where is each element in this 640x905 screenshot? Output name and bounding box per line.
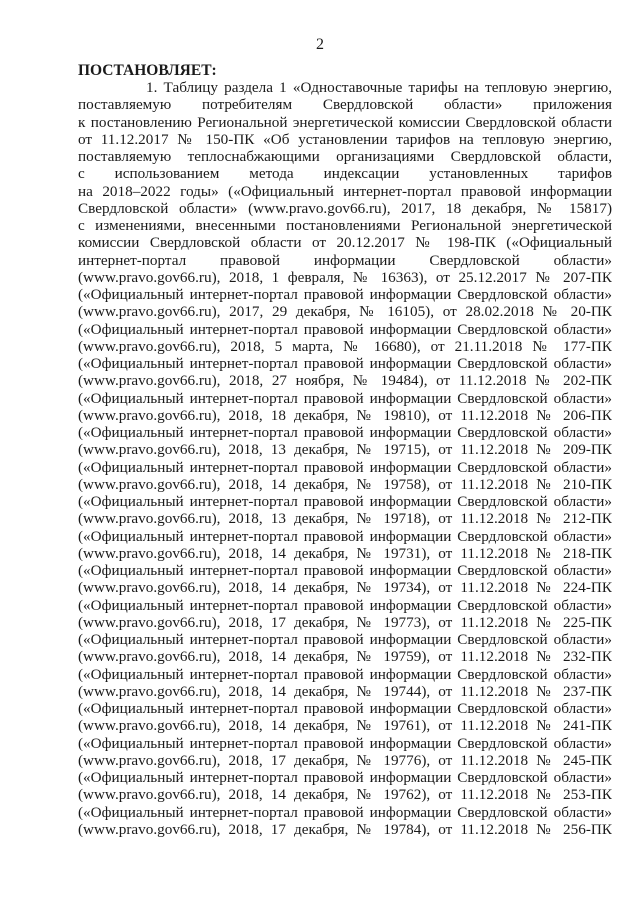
resolution-heading: ПОСТАНОВЛЯЕТ:: [78, 62, 217, 79]
page-number: 2: [316, 36, 324, 53]
paragraph-line: («Официальный интернет-портал правовой информации Свердловской области»: [78, 355, 612, 372]
paragraph-line: («Официальный интернет-портал правовой информации Свердловской области»: [78, 700, 612, 717]
paragraph-line: («Официальный интернет-портал правовой информации Свердловской области»: [78, 665, 612, 683]
paragraph-line: («Официальный интернет-портал правовой информации Свердловской области»: [78, 769, 612, 786]
paragraph-line: («Официальный интернет-портал правовой информации Свердловской области»: [78, 596, 612, 614]
paragraph-line: (www.pravo.gov66.ru), 2018, 13 декабря, № 19718), от 11.12.2018 № 212-ПК: [78, 510, 612, 528]
paragraph-line: (www.pravo.gov66.ru), 2017, 29 декабря, № 16105), от 28.02.2018 № 20-ПК: [78, 303, 612, 321]
paragraph-line: (www.pravo.gov66.ru), 2018, 18 декабря, № 19810), от 11.12.2018 № 206-ПК: [78, 406, 612, 424]
paragraph-line: («Официальный интернет-портал правовой информации Свердловской области»: [78, 458, 612, 476]
paragraph-line: (www.pravo.gov66.ru), 2018, 14 декабря, № 19761), от 11.12.2018 № 241-ПК: [78, 717, 612, 735]
paragraph-line: поставляемую теплоснабжающими организациями Свердловской области,: [78, 148, 612, 165]
paragraph-line: (www.pravo.gov66.ru), 2018, 14 декабря, № 19734), от 11.12.2018 № 224-ПК: [78, 579, 612, 597]
paragraph-line: от 11.12.2017 № 150-ПК «Об установлении тарифов на тепловую энергию,: [78, 130, 612, 148]
paragraph-line: («Официальный интернет-портал правовой информации Свердловской области»: [78, 389, 612, 407]
paragraph-line: (www.pravo.gov66.ru), 2018, 14 декабря, № 19759), от 11.12.2018 № 232-ПК: [78, 648, 612, 666]
paragraph-line: комиссии Свердловской области от 20.12.2017 № 198-ПК («Официальный: [78, 234, 612, 252]
paragraph-line: («Официальный интернет-портал правовой информации Свердловской области»: [78, 424, 612, 441]
paragraph-line: («Официальный интернет-портал правовой информации Свердловской области»: [78, 562, 612, 579]
paragraph-line: (www.pravo.gov66.ru), 2018, 17 декабря, № 19773), от 11.12.2018 № 225-ПК: [78, 613, 612, 631]
paragraph-line: («Официальный интернет-портал правовой информации Свердловской области»: [78, 320, 612, 338]
paragraph-line: с использованием метода индексации установленных тарифов: [78, 165, 612, 183]
paragraph-line: на 2018–2022 годы» («Официальный интернет-портал правовой информации: [78, 182, 612, 200]
paragraph-line: 1. Таблицу раздела 1 «Одноставочные тарифы на тепловую энергию,: [146, 79, 612, 96]
paragraph-line: («Официальный интернет-портал правовой информации Свердловской области»: [78, 527, 612, 545]
paragraph-line: («Официальный интернет-портал правовой информации Свердловской области»: [78, 286, 612, 303]
paragraph-line: (www.pravo.gov66.ru), 2018, 5 марта, № 16680), от 21.11.2018 № 177-ПК: [78, 337, 612, 355]
paragraph-line: (www.pravo.gov66.ru), 2018, 14 декабря, № 19731), от 11.12.2018 № 218-ПК: [78, 544, 612, 562]
paragraph-line: (www.pravo.gov66.ru), 2018, 14 декабря, № 19758), от 11.12.2018 № 210-ПК: [78, 475, 612, 493]
paragraph-line: («Официальный интернет-портал правовой информации Свердловской области»: [78, 631, 612, 648]
paragraph-line: с изменениями, внесенными постановлениями Региональной энергетической: [78, 217, 612, 234]
paragraph-line: (www.pravo.gov66.ru), 2018, 1 февраля, № 16363), от 25.12.2017 № 207-ПК: [78, 268, 612, 286]
paragraph-line: («Официальный интернет-портал правовой информации Свердловской области»: [78, 803, 612, 821]
paragraph-line: («Официальный интернет-портал правовой информации Свердловской области»: [78, 734, 612, 752]
paragraph-line: («Официальный интернет-портал правовой информации Свердловской области»: [78, 493, 612, 510]
paragraph-line: (www.pravo.gov66.ru), 2018, 17 декабря, № 19776), от 11.12.2018 № 245-ПК: [78, 751, 612, 769]
paragraph-line: Свердловской области» (www.pravo.gov66.ru), 2017, 18 декабря, № 15817): [78, 199, 612, 217]
paragraph-line: (www.pravo.gov66.ru), 2018, 14 декабря, № 19762), от 11.12.2018 № 253-ПК: [78, 786, 612, 804]
paragraph-line: (www.pravo.gov66.ru), 2018, 13 декабря, № 19715), от 11.12.2018 № 209-ПК: [78, 441, 612, 459]
paragraph-line: (www.pravo.gov66.ru), 2018, 17 декабря, № 19784), от 11.12.2018 № 256-ПК: [78, 820, 612, 838]
paragraph-line: поставляемую потребителям Свердловской области» приложения: [78, 96, 612, 114]
resolution-paragraph: [78, 79, 612, 838]
paragraph-line: к постановлению Региональной энергетической комиссии Свердловской области: [78, 113, 612, 131]
paragraph-line: интернет-портал правовой информации Свердловской области»: [78, 251, 612, 269]
paragraph-line: (www.pravo.gov66.ru), 2018, 14 декабря, № 19744), от 11.12.2018 № 237-ПК: [78, 682, 612, 700]
paragraph-line: (www.pravo.gov66.ru), 2018, 27 ноября, № 19484), от 11.12.2018 № 202-ПК: [78, 372, 612, 390]
